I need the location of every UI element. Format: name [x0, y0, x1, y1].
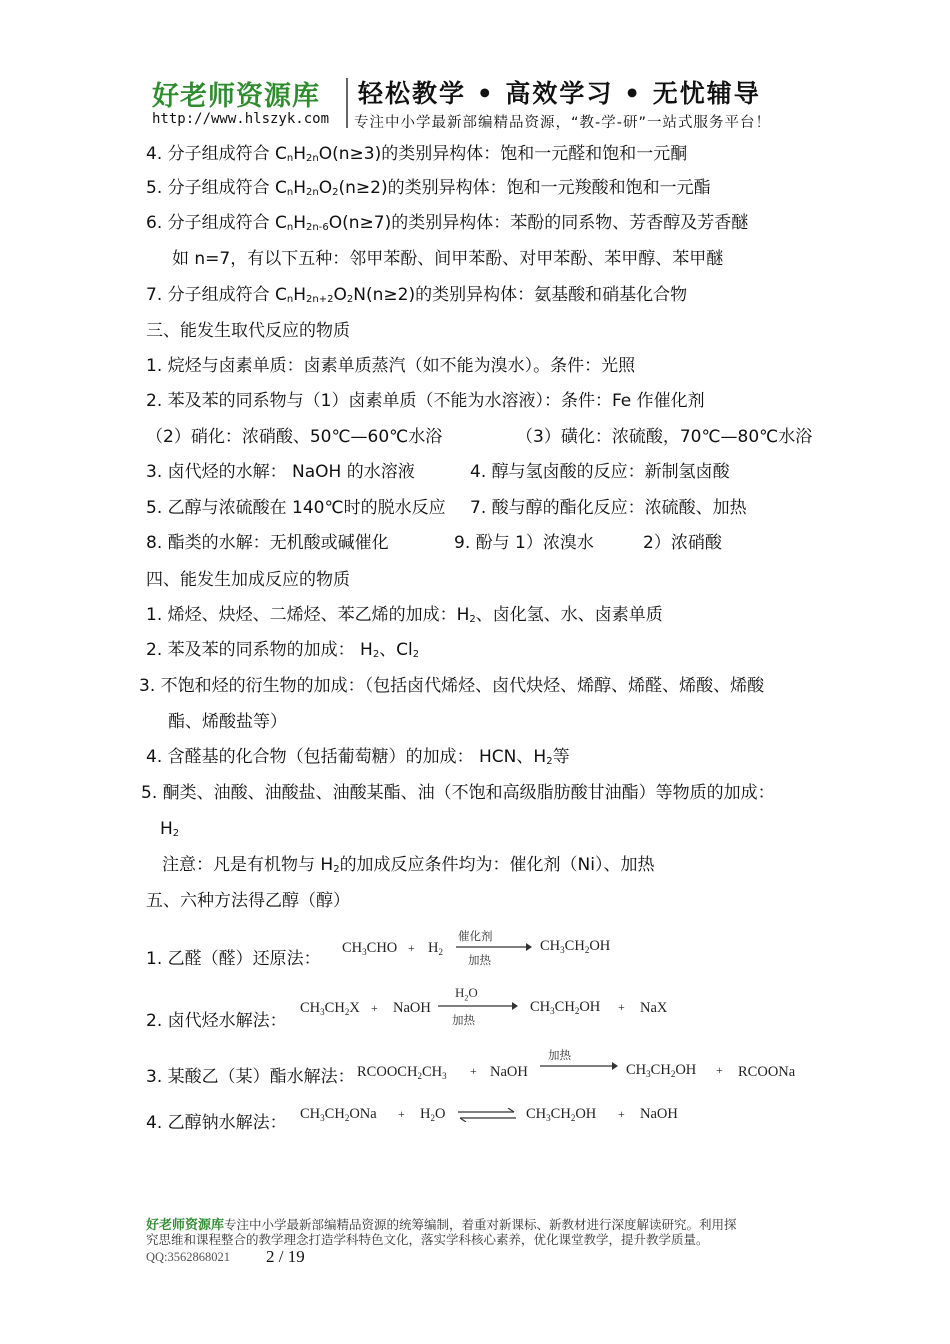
method-4-label: 4. 乙醇钠水解法：	[146, 1113, 287, 1133]
header-slogan: 轻松教学 • 高效学习 • 无忧辅导	[358, 79, 761, 108]
method-3-label: 3. 某酸乙（某）酯水解法：	[146, 1067, 355, 1087]
substitution-line-4: 4. 醇与氢卤酸的反应：新制氢卤酸	[470, 462, 730, 482]
eq3-arrow	[540, 1061, 618, 1071]
eq2-condition-water: $H_2O$	[455, 985, 478, 1003]
eq2-condition-heat: 加热	[452, 1013, 475, 1027]
header-divider	[346, 78, 348, 128]
addition-line-3: 3. 不饱和烃的衍生物的加成：（包括卤代烯烃、卤代炔烃、烯醇、烯醛、烯酸、烯酸	[139, 676, 765, 696]
footer-brand: 好老师资源库	[146, 1218, 225, 1233]
addition-line-2: 2. 苯及苯的同系物的加成： $H_2$、$Cl_2$	[146, 640, 420, 660]
brand-logo-text: 好老师资源库	[152, 81, 320, 112]
eq1-condition-catalyst: 催化剂	[458, 929, 493, 943]
eq2-plus-2: +	[618, 1000, 625, 1014]
eq3-plus-2: +	[716, 1063, 723, 1077]
addition-line-5-cont: $H_2$	[160, 819, 180, 839]
substitution-line-2: 2. 苯及苯的同系物与（1）卤素单质（不能为水溶液）：条件：Fe 作催化剂	[146, 391, 705, 411]
substitution-line-8: 8. 酯类的水解：无机酸或碱催化	[146, 533, 389, 553]
eq4-reactant-1: $CH_3CH_2ONa$	[300, 1106, 377, 1123]
eq4-product-2: NaOH	[640, 1106, 678, 1122]
footer-line-2: 究思维和课程整合的教学理念打造学科特色文化，落实学科核心素养，优化课堂教学，提升教学质量。	[146, 1232, 709, 1247]
eq3-plus: +	[470, 1064, 477, 1078]
isomer-item-6-note: 如 n=7，有以下五种：邻甲苯酚、间甲苯酚、对甲苯酚、苯甲醇、苯甲醚	[172, 249, 724, 269]
eq3-condition-heat: 加热	[548, 1048, 571, 1062]
addition-line-5: 5. 酮类、油酸、油酸盐、油酸某酯、油（不饱和高级脂肪酸甘油酯）等物质的加成：	[141, 783, 775, 803]
substitution-line-1: 1. 烷烃与卤素单质：卤素单质蒸汽（如不能为溴水）。条件：光照	[146, 356, 636, 376]
substitution-line-7: 7. 酸与醇的酯化反应：浓硫酸、加热	[470, 498, 747, 518]
section-4-title: 四、能发生加成反应的物质	[146, 570, 350, 590]
eq1-reactant-2: $H_2$	[428, 940, 443, 957]
eq2-product-2: NaX	[640, 1000, 668, 1016]
eq3-product-1: $CH_3CH_2OH$	[626, 1062, 697, 1079]
eq2-reactant-1: $CH_3CH_2X$	[300, 1000, 360, 1017]
substitution-nitration: （2）硝化：浓硝酸、50℃—60℃水浴	[146, 427, 443, 447]
eq1-arrow	[456, 942, 532, 952]
method-1-label: 1. 乙醛（醛）还原法：	[146, 949, 321, 969]
eq3-reactant-2: NaOH	[490, 1064, 528, 1080]
eq4-plus: +	[398, 1107, 405, 1121]
eq2-plus: +	[371, 1001, 378, 1015]
eq1-plus: +	[408, 941, 415, 955]
addition-line-3-cont: 酯、烯酸盐等）	[168, 712, 287, 732]
footer-line-1: 好老师资源库专注中小学最新部编精品资源的统筹编制，着重对新课标、新教材进行深度解读研究。利用探	[146, 1217, 737, 1233]
substitution-line-3: 3. 卤代烃的水解： NaOH 的水溶液	[146, 462, 415, 482]
eq2-arrow	[438, 1001, 518, 1011]
method-2-label: 2. 卤代烃水解法：	[146, 1011, 287, 1031]
eq2-product-1: $CH_3CH_2OH$	[530, 999, 601, 1016]
section-5-title: 五、六种方法得乙醇（醇）	[146, 891, 350, 911]
eq3-reactant-1: $RCOOCH_2CH_3$	[357, 1064, 447, 1081]
substitution-line-9: 9. 酚与 1）浓溴水	[454, 533, 594, 553]
header-description: 专注中小学最新部编精品资源，“教-学-研”一站式服务平台！	[354, 115, 771, 131]
eq3-product-2: RCOONa	[738, 1064, 796, 1080]
addition-note: 注意：凡是有机物与 $H_2$的加成反应条件均为：催化剂（Ni）、加热	[162, 855, 655, 875]
eq4-reactant-2: $H_2O$	[420, 1106, 446, 1123]
substitution-line-5: 5. 乙醇与浓硫酸在 140℃时的脱水反应	[146, 498, 446, 518]
addition-line-1: 1. 烯烃、炔烃、二烯烃、苯乙烯的加成：$H_2$、卤化氢、水、卤素单质	[146, 605, 663, 625]
isomer-item-6: 6. 分子组成符合 $C_nH_{2n-6}O(n\ge 7)$的类别异构体：苯酚的同系物、芳香醇及芳香醚	[146, 213, 749, 233]
substitution-line-9b: 2）浓硝酸	[643, 533, 722, 553]
eq4-plus-2: +	[618, 1107, 625, 1121]
isomer-item-4: 4. 分子组成符合 $C_nH_{2n}O(n\ge 3)$的类别异构体：饱和一元醛和饱和一元酮	[146, 144, 688, 164]
eq4-equilibrium-arrow	[458, 1108, 516, 1122]
footer-qq: QQ:3562868021	[146, 1250, 231, 1264]
eq2-reactant-2: NaOH	[393, 1000, 431, 1016]
header-url[interactable]: http://www.hlszyk.com	[152, 111, 330, 127]
page-number: 2 / 19	[266, 1247, 305, 1266]
eq1-condition-heat: 加热	[468, 953, 491, 967]
substitution-sulfonation: （3）磺化：浓硫酸，70℃—80℃水浴	[516, 427, 813, 447]
eq4-product-1: $CH_3CH_2OH$	[526, 1106, 597, 1123]
isomer-item-5: 5. 分子组成符合 $C_nH_{2n}O_2(n\ge 2)$的类别异构体：饱和一元羧酸和饱和一元酯	[146, 178, 711, 198]
section-3-title: 三、能发生取代反应的物质	[146, 321, 350, 341]
isomer-item-7: 7. 分子组成符合 $C_nH_{2n+2}O_2N(n\ge 2)$的类别异构体：氨基酸和硝基化合物	[146, 285, 688, 305]
addition-line-4: 4. 含醛基的化合物（包括葡萄糖）的加成： HCN、$H_2$等	[146, 747, 570, 767]
eq1-reactant-1: $CH_3CHO$	[342, 940, 398, 957]
eq1-product: $CH_3CH_2OH$	[540, 938, 611, 955]
